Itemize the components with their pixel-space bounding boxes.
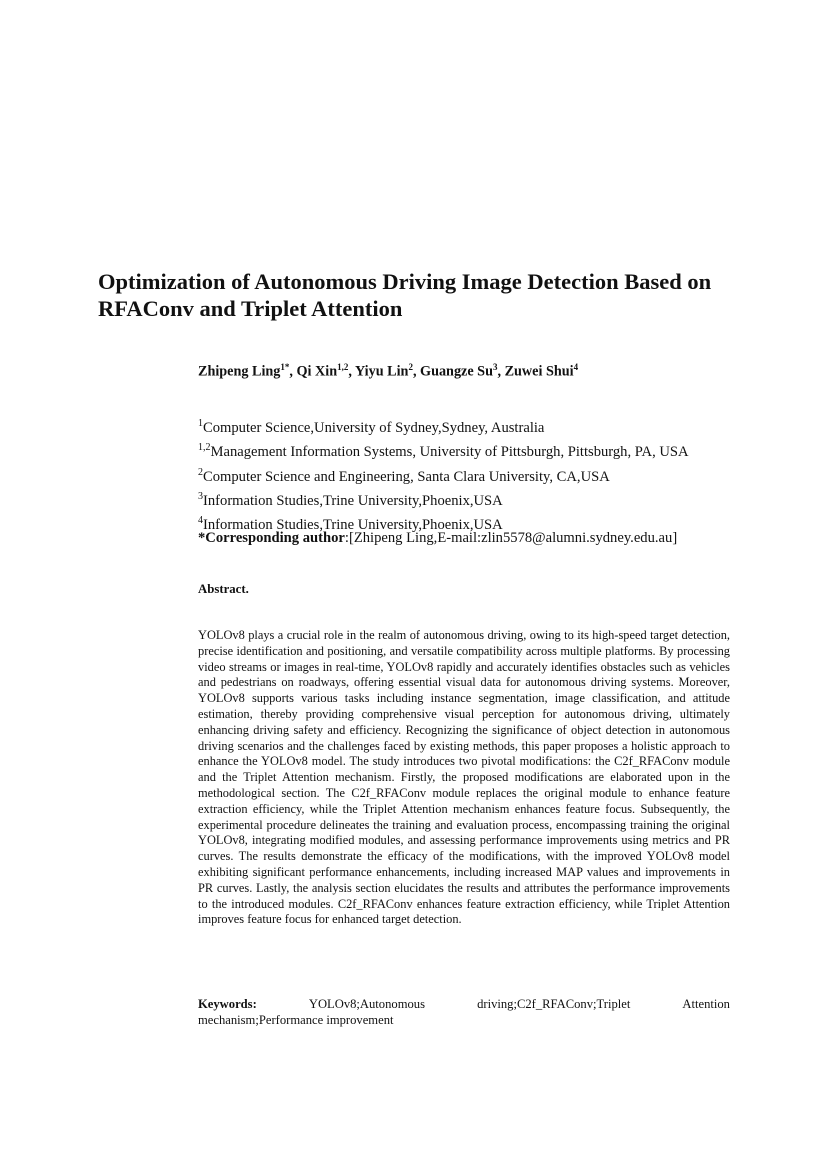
author-separator: , <box>412 363 421 380</box>
affiliation-text: Management Information Systems, University of Pittsburgh, Pittsburgh, PA, USA <box>210 444 689 461</box>
affiliation <box>198 463 758 487</box>
corresponding-contact: :[Zhipeng Ling,E-mail:zlin5578@alumni.sydney.edu.au] <box>344 530 678 546</box>
affiliation <box>198 487 758 511</box>
author-affil-mark: 1* <box>280 362 290 372</box>
affiliation-list <box>198 414 758 536</box>
corresponding-author <box>198 530 758 547</box>
author-affil-mark: 1,2 <box>337 362 349 372</box>
keyword: driving;C2f_RFAConv;Triplet <box>477 997 631 1011</box>
author-separator: , <box>289 363 297 380</box>
keyword: Attention <box>682 997 730 1011</box>
affiliation-text: Computer Science,University of Sydney,Sydney, Australia <box>203 419 545 436</box>
affiliation-mark: 2 <box>198 466 203 478</box>
affiliation-text: Information Studies,Trine University,Phoenix,USA <box>203 492 503 509</box>
keywords-label: Keywords: <box>198 997 257 1011</box>
affiliation-mark: 3 <box>198 491 203 503</box>
keywords <box>198 996 730 1028</box>
corresponding-label: *Corresponding author <box>198 530 345 546</box>
abstract-heading: Abstract. <box>198 582 249 596</box>
affiliation-text: Computer Science and Engineering, Santa Clara University, CA,USA <box>203 468 610 485</box>
author-separator: , <box>497 363 505 380</box>
author-name: Guangze Su <box>420 363 493 380</box>
keyword: YOLOv8;Autonomous <box>308 997 425 1011</box>
paper-title: Optimization of Autonomous Driving Image Detection Based on RFAConv and Triplet Attention <box>98 269 712 321</box>
author-name: Zuwei Shui <box>504 363 574 380</box>
author-name: Zhipeng Ling <box>198 363 281 380</box>
keywords-line: mechanism;Performance improvement <box>198 1013 394 1027</box>
author-list <box>198 362 758 381</box>
affiliation-mark: 4 <box>198 515 203 527</box>
author-affil-mark: 2 <box>408 362 413 372</box>
keywords-line <box>198 996 730 1012</box>
author-name: Yiyu Lin <box>354 363 409 380</box>
abstract-body: YOLOv8 plays a crucial role in the realm of autonomous driving, owing to its high-speed target detection, precise identification and positioning, and versatile compatibility across multiple platforms. By processing video streams or images in real-time, YOLOv8 rapidly and accurately identifies obstacles such as vehicles and pedestrians on roadways, offering essential visual data for autonomous driving systems. Moreover, YOLOv8 supports various tasks including instance segmentation, image classification, and attitude estimation, thereby providing comprehensive visual perception for autonomous driving, ultimately enhancing driving safety and efficiency. Recognizing the significance of object detection in autonomous driving scenarios and the challenges faced by existing methods, this paper proposes a holistic approach to enhance the YOLOv8 model. The study introduces two pivotal modifications: the C2f_RFAConv module and the Triplet Attention mechanism. Firstly, the proposed modifications are elaborated upon in the methodological section. The C2f_RFAConv module replaces the original module to enhance feature extraction efficiency, while the Triplet Attention mechanism enhances feature focus. Subsequently, the experimental procedure delineates the training and evaluation process, encompassing training the original YOLOv8, integrating modified modules, and assessing performance improvements using metrics and PR curves. The results demonstrate the efficacy of the modifications, with the improved YOLOv8 model exhibiting significant performance enhancements, including increased MAP values and improvements in PR curves. Lastly, the analysis section elucidates the results and attributes the performance improvements to the introduced modules. C2f_RFAConv enhances feature extraction efficiency, while Triplet Attention improves feature focus for enhanced target detection. <box>198 628 730 927</box>
affiliation <box>198 414 758 438</box>
affiliation <box>198 438 758 462</box>
author-affil-mark: 3 <box>492 362 498 372</box>
author-affil-mark: 4 <box>573 362 579 372</box>
author-name: Qi Xin <box>296 363 338 380</box>
author-separator: , <box>348 363 355 380</box>
affiliation-text: Information Studies,Trine University,Phoenix,USA <box>203 517 503 534</box>
affiliation-mark: 1 <box>198 418 203 429</box>
affiliation-mark: 1,2 <box>198 442 211 454</box>
